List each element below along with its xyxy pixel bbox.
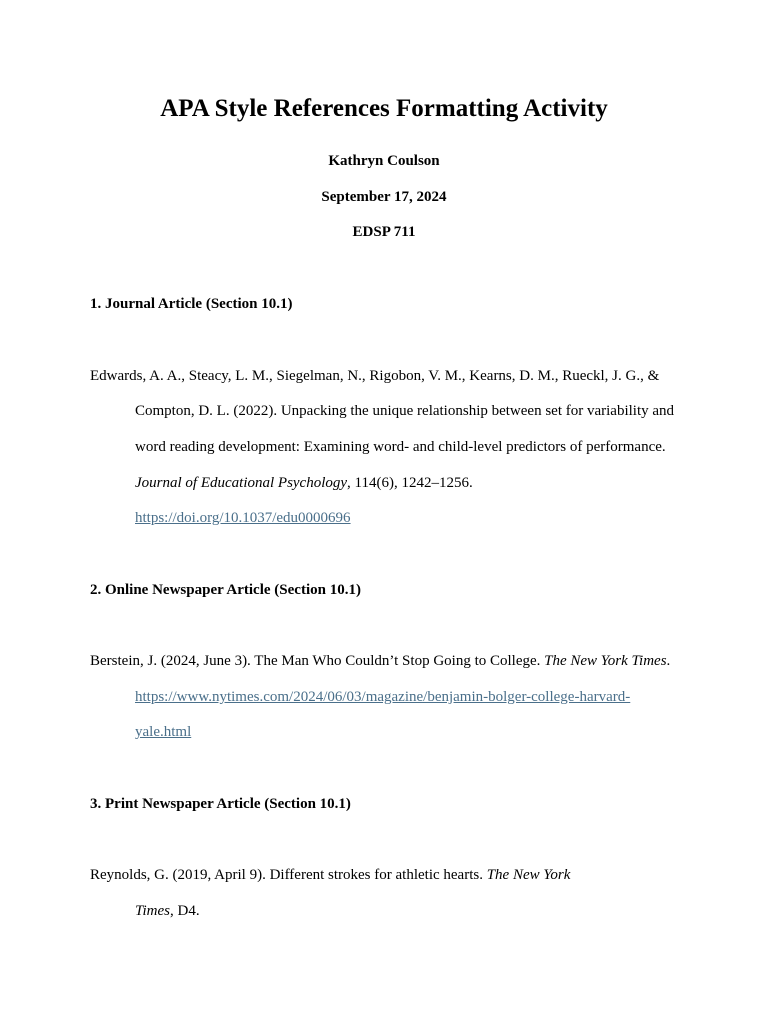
online-url-link-part-1[interactable]: https://www.nytimes.com/2024/06/03/magazine/benjamin-bolger-college-harvard- [135,689,631,705]
print-source-title-part-1: The New York [486,867,571,883]
author-name: Kathryn Coulson [328,153,440,169]
journal-details: , 114(6), 1242–1256. [347,475,473,491]
print-reference-details: , D4. [170,903,200,919]
online-reference-text: Berstein, J. (2024, June 3). The Man Who Couldn’t Stop Going to College. [90,653,545,669]
document-title: APA Style References Formatting Activity [160,95,608,122]
reference-journal-line-5 [135,508,351,528]
course-code: EDSP 711 [352,224,416,240]
section-heading-online-newspaper: 2. Online Newspaper Article (Section 10.1) [90,582,361,598]
print-reference-text: Reynolds, G. (2019, April 9). Different strokes for athletic hearts. [90,867,487,883]
journal-doi-link[interactable]: https://doi.org/10.1037/edu0000696 [135,510,351,526]
reference-online-line-1 [90,651,670,671]
reference-journal-line-2: Compton, D. L. (2022). Unpacking the unique relationship between set for variability and [135,403,675,419]
section-heading-journal-article: 1. Journal Article (Section 10.1) [90,296,293,312]
document-date: September 17, 2024 [321,189,447,205]
journal-title: Journal of Educational Psychology [135,475,348,491]
reference-print-line-2 [135,901,200,921]
reference-online-line-2 [135,687,630,707]
online-reference-period: . [666,653,671,669]
print-source-title-part-2: Times [135,903,171,919]
reference-journal-line-1: Edwards, A. A., Steacy, L. M., Siegelman, N., Rigobon, V. M., Kearns, D. M., Rueckl, J. G., & [90,368,660,384]
reference-journal-line-3: word reading development: Examining word- and child-level predictors of performance. [135,439,666,455]
section-heading-print-newspaper: 3. Print Newspaper Article (Section 10.1) [90,796,351,812]
reference-print-line-1 [90,865,570,885]
reference-journal-line-4 [135,473,473,493]
online-source-title: The New York Times [544,653,667,669]
online-url-link-part-2[interactable]: yale.html [135,724,192,740]
reference-online-line-3 [135,722,191,742]
